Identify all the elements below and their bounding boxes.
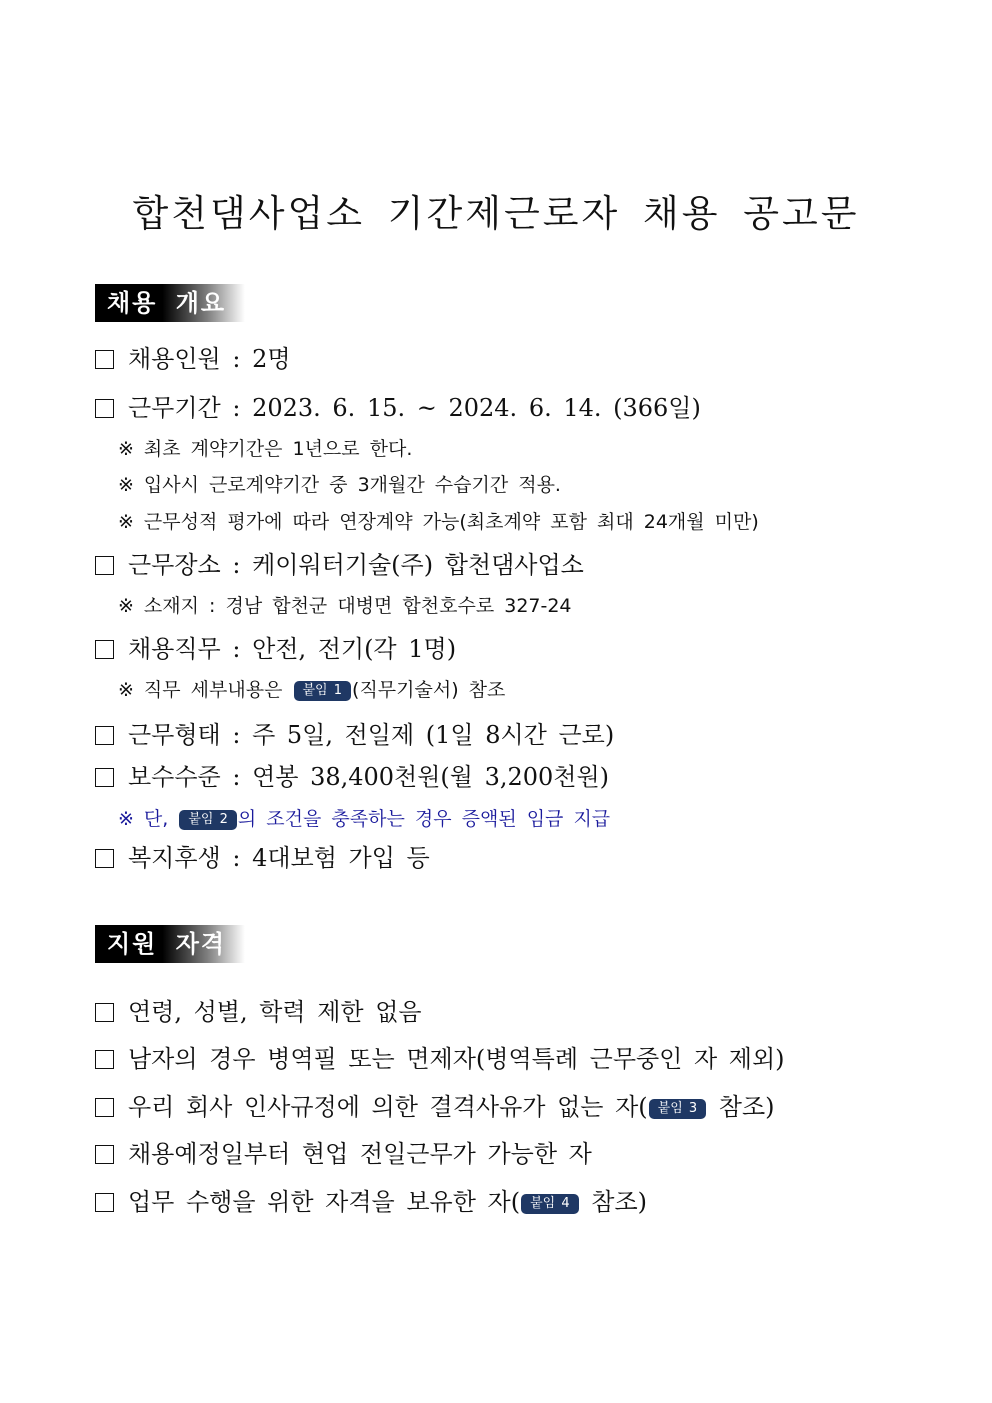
item-salary [95, 762, 609, 792]
qualification-item [95, 1044, 785, 1074]
reference-mark: ※ [118, 808, 134, 830]
qualification-item [95, 1139, 592, 1169]
section-heading-overview: 채용 개요 [95, 284, 245, 322]
qualification-item [95, 997, 422, 1027]
item-period-text: 근무기간 : 2023. 6. 15. ~ 2024. 6. 14. (366일) [128, 394, 701, 422]
note-text: 최초 계약기간은 1년으로 한다. [143, 438, 413, 460]
item-place-text: 근무장소 : 케이워터기술(주) 합천댐사업소 [128, 551, 584, 579]
reference-mark: ※ [118, 438, 134, 460]
qualification-text: 채용예정일부터 현업 전일근무가 가능한 자 [128, 1140, 592, 1168]
checkbox-icon [95, 726, 114, 745]
attachment-badge: 붙임 3 [649, 1099, 707, 1119]
item-duty [95, 634, 456, 664]
checkbox-icon [95, 1145, 114, 1164]
note-text: 직무 세부내용은 [143, 679, 283, 701]
note-period-2 [118, 472, 561, 498]
qualification-text: 참조) [579, 1188, 647, 1216]
checkbox-icon [95, 1003, 114, 1022]
qualification-item [95, 1092, 775, 1122]
qualification-text: 우리 회사 인사규정에 의한 결격사유가 없는 자( [128, 1093, 648, 1121]
item-place [95, 550, 584, 580]
item-worktype-text: 근무형태 : 주 5일, 전일제 (1일 8시간 근로) [128, 721, 615, 749]
qualification-text: 업무 수행을 위한 자격을 보유한 자( [128, 1188, 521, 1216]
item-headcount-text: 채용인원 : 2명 [128, 345, 291, 373]
attachment-badge: 붙임 4 [521, 1194, 579, 1214]
section-heading-qualification: 지원 자격 [95, 925, 245, 963]
checkbox-icon [95, 849, 114, 868]
checkbox-icon [95, 350, 114, 369]
item-worktype [95, 720, 614, 750]
note-salary [118, 806, 610, 832]
note-text: 입사시 근로계약기간 중 3개월간 수습기간 적용. [143, 474, 561, 496]
note-period-1 [118, 436, 412, 462]
checkbox-icon [95, 556, 114, 575]
item-welfare-text: 복지후생 : 4대보험 가입 등 [128, 844, 430, 872]
item-duty-text: 채용직무 : 안전, 전기(각 1명) [128, 635, 457, 663]
reference-mark: ※ [118, 474, 134, 496]
checkbox-icon [95, 1098, 114, 1117]
attachment-badge: 붙임 2 [179, 810, 237, 830]
page-title: 합천댐사업소 기간제근로자 채용 공고문 [132, 192, 860, 235]
note-place [118, 593, 572, 619]
note-text: 근무성적 평가에 따라 연장계약 가능(최초계약 포함 최대 24개월 미만) [143, 511, 759, 533]
qualification-text: 참조) [707, 1093, 775, 1121]
reference-mark: ※ [118, 511, 134, 533]
checkbox-icon [95, 768, 114, 787]
note-text: 의 조건을 충족하는 경우 증액된 임금 지급 [237, 808, 611, 830]
note-period-3 [118, 509, 759, 535]
checkbox-icon [95, 1050, 114, 1069]
item-salary-text: 보수수준 : 연봉 38,400천원(월 3,200천원) [128, 763, 610, 791]
item-welfare [95, 843, 430, 873]
attachment-badge: 붙임 1 [294, 681, 352, 701]
qualification-item [95, 1187, 647, 1217]
note-duty [118, 677, 505, 703]
qualification-text: 연령, 성별, 학력 제한 없음 [128, 998, 422, 1026]
note-text: 소재지 : 경남 합천군 대병면 합천호수로 327-24 [143, 595, 572, 617]
checkbox-icon [95, 1193, 114, 1212]
note-text: 단, [143, 808, 169, 830]
item-headcount [95, 344, 291, 374]
note-text: (직무기술서) 참조 [352, 679, 506, 701]
item-period [95, 393, 701, 423]
reference-mark: ※ [118, 595, 134, 617]
qualification-text: 남자의 경우 병역필 또는 면제자(병역특례 근무중인 자 제외) [128, 1045, 785, 1073]
checkbox-icon [95, 640, 114, 659]
checkbox-icon [95, 399, 114, 418]
reference-mark: ※ [118, 679, 134, 701]
